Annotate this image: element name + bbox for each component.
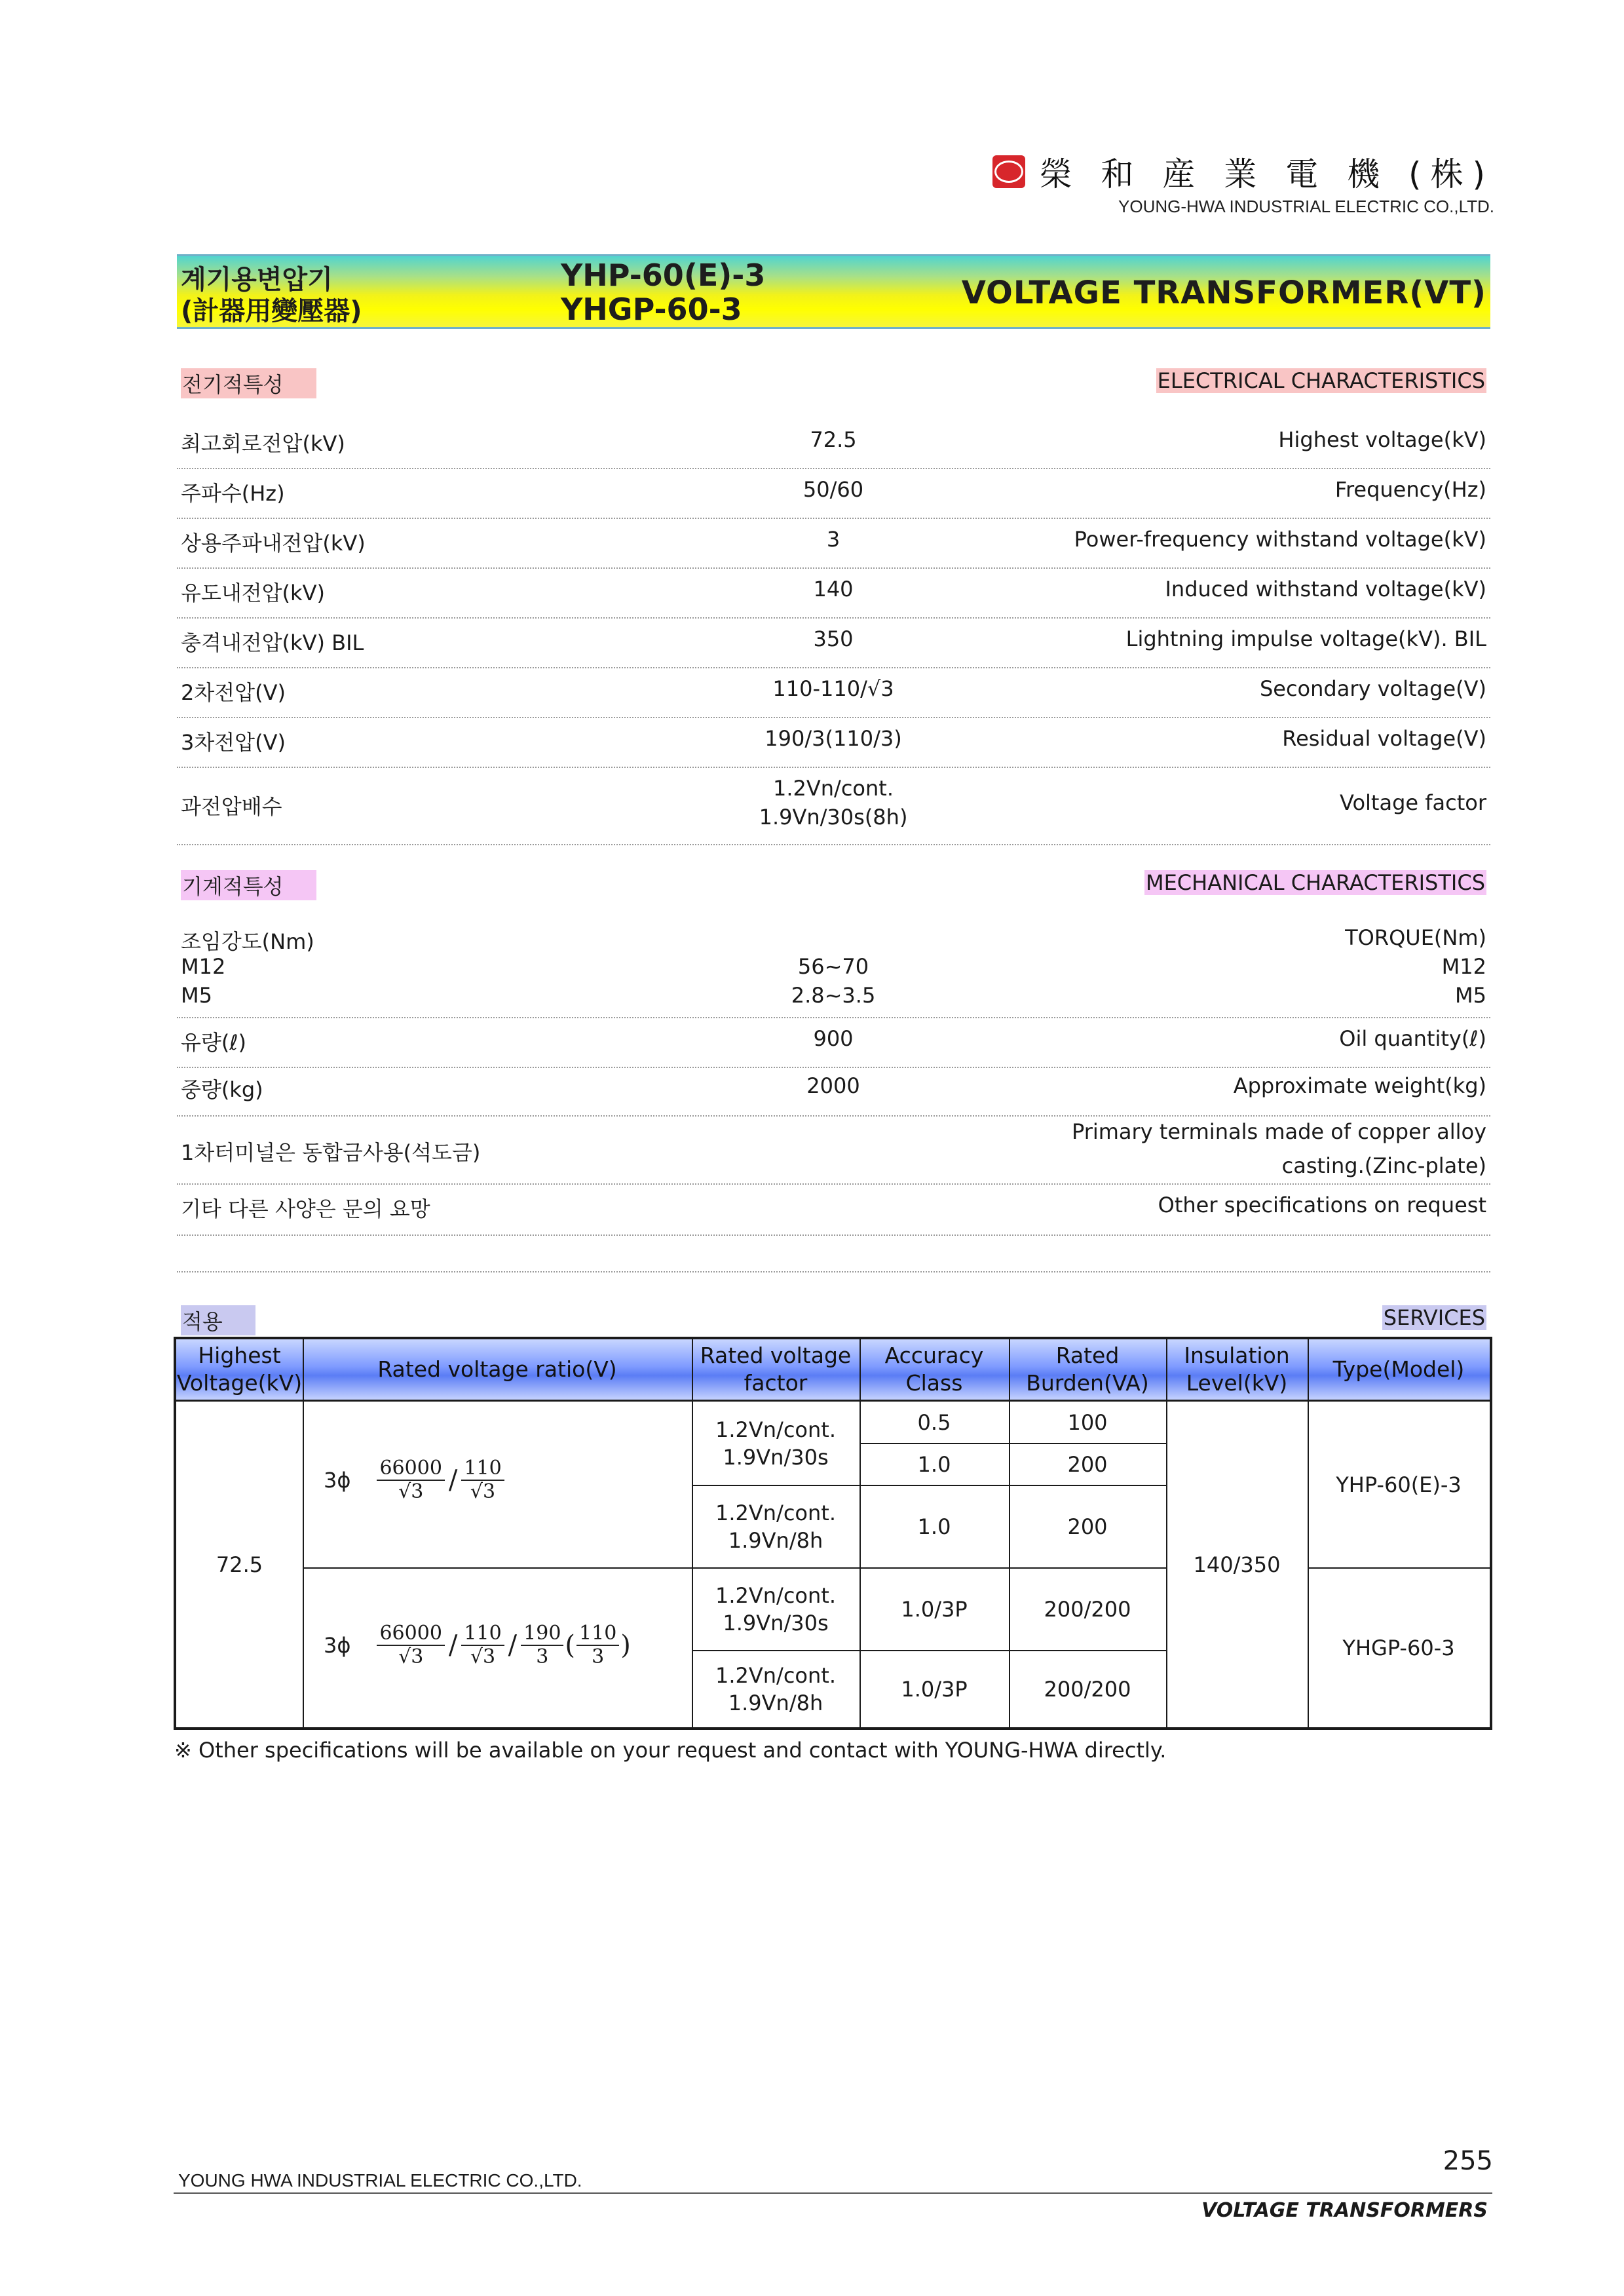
spec-row <box>177 574 1490 619</box>
phase-label: 3ϕ <box>324 1468 351 1493</box>
services-header-en: SERVICES <box>1383 1305 1485 1330</box>
torque-label-en: TORQUE(Nm) <box>1345 925 1486 950</box>
spec-row <box>177 425 1490 469</box>
accuracy-cell: 1.0/3P <box>901 1597 968 1622</box>
insulation-value: 140/350 <box>1193 1552 1281 1577</box>
title-banner <box>177 254 1490 329</box>
electrical-header-en: ELECTRICAL CHARACTERISTICS <box>1157 368 1485 393</box>
spec-label-en: Induced withstand voltage(kV) <box>1165 577 1486 602</box>
burden-cell: 200 <box>1067 1514 1108 1539</box>
ratio-fraction: $\frac{190}{3}$ <box>521 1622 563 1668</box>
spec-label-kr: 중량(kg) <box>181 1077 263 1102</box>
highest-voltage-value: 72.5 <box>216 1552 263 1577</box>
ratio-group-2: 3ϕ $\frac{66000}{√3}$ / $\frac{110}{√3}$ / $\frac{190}{3}$ ( $\frac{110}{3}$ ) <box>324 1622 631 1668</box>
col-header-insulation: Insulation Level(kV) <box>1166 1339 1308 1400</box>
spec-value: 190/3(110/3) <box>765 726 902 751</box>
col-header-accuracy: Accuracy Class <box>859 1339 1009 1400</box>
ratio-fraction: $\frac{110}{√3}$ <box>461 1622 504 1668</box>
spec-value: 1.2Vn/cont. <box>772 776 894 801</box>
spec-label-kr: 유도내전압(kV) <box>181 581 325 605</box>
spec-label-en: Secondary voltage(V) <box>1259 676 1486 701</box>
spec-label-kr: 과전압배수 <box>181 794 282 819</box>
spec-value: 72.5 <box>810 427 857 452</box>
company-name-cn: 榮 和 産 業 電 機 (株) <box>1039 155 1494 193</box>
footer-divider <box>174 2192 1492 2194</box>
spec-label-kr: 3차전압(V) <box>181 730 286 755</box>
burden-cell: 200/200 <box>1044 1677 1131 1702</box>
other-spec-row <box>177 1189 1490 1236</box>
col-header-factor: Rated voltage factor <box>692 1339 859 1400</box>
spec-value: 3 <box>826 527 840 552</box>
accuracy-cell: 1.0 <box>917 1452 951 1477</box>
model-2: YHGP-60-3 <box>561 292 742 327</box>
model-1: YHP-60(E)-3 <box>561 258 766 293</box>
spec-value: 110-110/√3 <box>772 676 894 701</box>
services-header-kr: 적용 <box>181 1305 255 1335</box>
spec-label-kr: 유량(ℓ) <box>181 1030 247 1055</box>
torque-row <box>177 924 1490 1018</box>
spec-label-en: Frequency(Hz) <box>1334 477 1486 502</box>
spec-label-kr: 주파수(Hz) <box>181 481 285 506</box>
accuracy-cell: 1.0 <box>917 1514 951 1539</box>
mechanical-header-kr: 기계적특성 <box>181 870 316 900</box>
accuracy-cell: 0.5 <box>917 1409 951 1435</box>
burden-cell: 100 <box>1067 1409 1108 1435</box>
torque-m5-kr: M5 <box>181 983 212 1008</box>
type-cell: YHP-60(E)-3 <box>1336 1472 1462 1497</box>
spec-row <box>177 1069 1490 1117</box>
ratio-fraction: $\frac{66000}{√3}$ <box>377 1457 444 1503</box>
torque-label-kr: 조임강도(Nm) <box>181 929 314 954</box>
factor-cell: 1.2Vn/cont. 1.9Vn/8h <box>715 1501 836 1553</box>
title-kr: 계기용변압기 <box>181 265 333 295</box>
spec-label-en: Approximate weight(kg) <box>1233 1073 1486 1098</box>
spec-value: 50/60 <box>803 477 864 502</box>
type-cell: YHGP-60-3 <box>1342 1636 1455 1660</box>
services-table <box>174 1337 1492 1730</box>
spec-row <box>177 723 1490 768</box>
spec-label-en: Lightning impulse voltage(kV). BIL <box>1125 626 1486 651</box>
burden-cell: 200 <box>1067 1452 1108 1477</box>
company-name-cn-wrap <box>992 148 1494 195</box>
spec-row <box>177 1024 1490 1068</box>
factor-cell: 1.2Vn/cont. 1.9Vn/8h <box>715 1663 836 1715</box>
spec-label-kr: 충격내전압(kV) BIL <box>181 630 364 655</box>
terminal-label-kr: 1차터미널은 동합금사용(석도금) <box>181 1140 481 1165</box>
spec-label-kr: 2차전압(V) <box>181 680 286 705</box>
torque-m5-en: M5 <box>1455 983 1486 1008</box>
title-cn: (計器用變壓器) <box>181 296 362 326</box>
burden-cell: 200/200 <box>1044 1597 1131 1622</box>
terminal-row <box>177 1119 1490 1185</box>
spec-value-2: 1.9Vn/30s(8h) <box>759 805 908 830</box>
spec-label-kr: 상용주파내전압(kV) <box>181 531 366 556</box>
footnote: ※ Other specifications will be available on your request and contact with YOUNG-HWA directly. <box>174 1738 1167 1763</box>
separator-row <box>177 1242 1490 1272</box>
spec-row <box>177 773 1490 845</box>
col-header-highest-voltage: Highest Voltage(kV) <box>176 1339 303 1400</box>
footer-section-title: VOLTAGE TRANSFORMERS <box>1201 2199 1488 2222</box>
torque-m12-value: 56~70 <box>797 954 869 979</box>
company-logo-icon <box>992 155 1025 188</box>
ratio-fraction: $\frac{66000}{√3}$ <box>377 1622 444 1668</box>
company-header <box>992 148 1494 217</box>
col-header-ratio: Rated voltage ratio(V) <box>303 1339 692 1400</box>
spec-row <box>177 624 1490 668</box>
ratio-fraction: $\frac{110}{3}$ <box>576 1622 619 1668</box>
torque-m5-value: 2.8~3.5 <box>791 983 876 1008</box>
footer-company: YOUNG HWA INDUSTRIAL ELECTRIC CO.,LTD. <box>178 2170 582 2191</box>
spec-value: 900 <box>813 1026 854 1051</box>
spec-label-en: Voltage factor <box>1340 790 1486 815</box>
spec-label-en: Oil quantity(ℓ) <box>1339 1026 1486 1051</box>
terminal-label-en-2: casting.(Zinc-plate) <box>1281 1153 1486 1178</box>
torque-m12-en: M12 <box>1441 954 1486 979</box>
spec-label-en: Residual voltage(V) <box>1282 726 1486 751</box>
spec-label-kr: 최고회로전압(kV) <box>181 431 345 456</box>
company-name-en: YOUNG-HWA INDUSTRIAL ELECTRIC CO.,LTD. <box>1118 197 1494 216</box>
title-en: VOLTAGE TRANSFORMER(VT) <box>961 275 1486 311</box>
phase-label: 3ϕ <box>324 1633 351 1658</box>
spec-value: 140 <box>813 577 854 602</box>
spec-value: 350 <box>813 626 854 651</box>
factor-cell: 1.2Vn/cont. 1.9Vn/30s <box>715 1417 836 1470</box>
other-label-kr: 기타 다른 사양은 문의 요망 <box>181 1196 430 1221</box>
spec-label-en: Highest voltage(kV) <box>1278 427 1486 452</box>
spec-row <box>177 474 1490 519</box>
col-header-type: Type(Model) <box>1308 1339 1490 1400</box>
spec-label-en: Power-frequency withstand voltage(kV) <box>1074 527 1486 552</box>
electrical-header-kr: 전기적특성 <box>181 368 316 398</box>
ratio-fraction: $\frac{110}{√3}$ <box>461 1457 504 1503</box>
accuracy-cell: 1.0/3P <box>901 1677 968 1702</box>
factor-cell: 1.2Vn/cont. 1.9Vn/30s <box>715 1583 836 1636</box>
terminal-label-en-1: Primary terminals made of copper alloy <box>1071 1119 1486 1144</box>
spec-value: 2000 <box>806 1073 860 1098</box>
page-number: 255 <box>1443 2146 1493 2176</box>
col-header-burden: Rated Burden(VA) <box>1009 1339 1166 1400</box>
spec-row <box>177 674 1490 718</box>
spec-row <box>177 524 1490 569</box>
other-label-en: Other specifications on request <box>1158 1193 1486 1217</box>
torque-m12-kr: M12 <box>181 954 226 979</box>
ratio-group-1: 3ϕ $\frac{66000}{√3}$ / $\frac{110}{√3}$ <box>324 1457 504 1503</box>
mechanical-header-en: MECHANICAL CHARACTERISTICS <box>1145 870 1485 895</box>
